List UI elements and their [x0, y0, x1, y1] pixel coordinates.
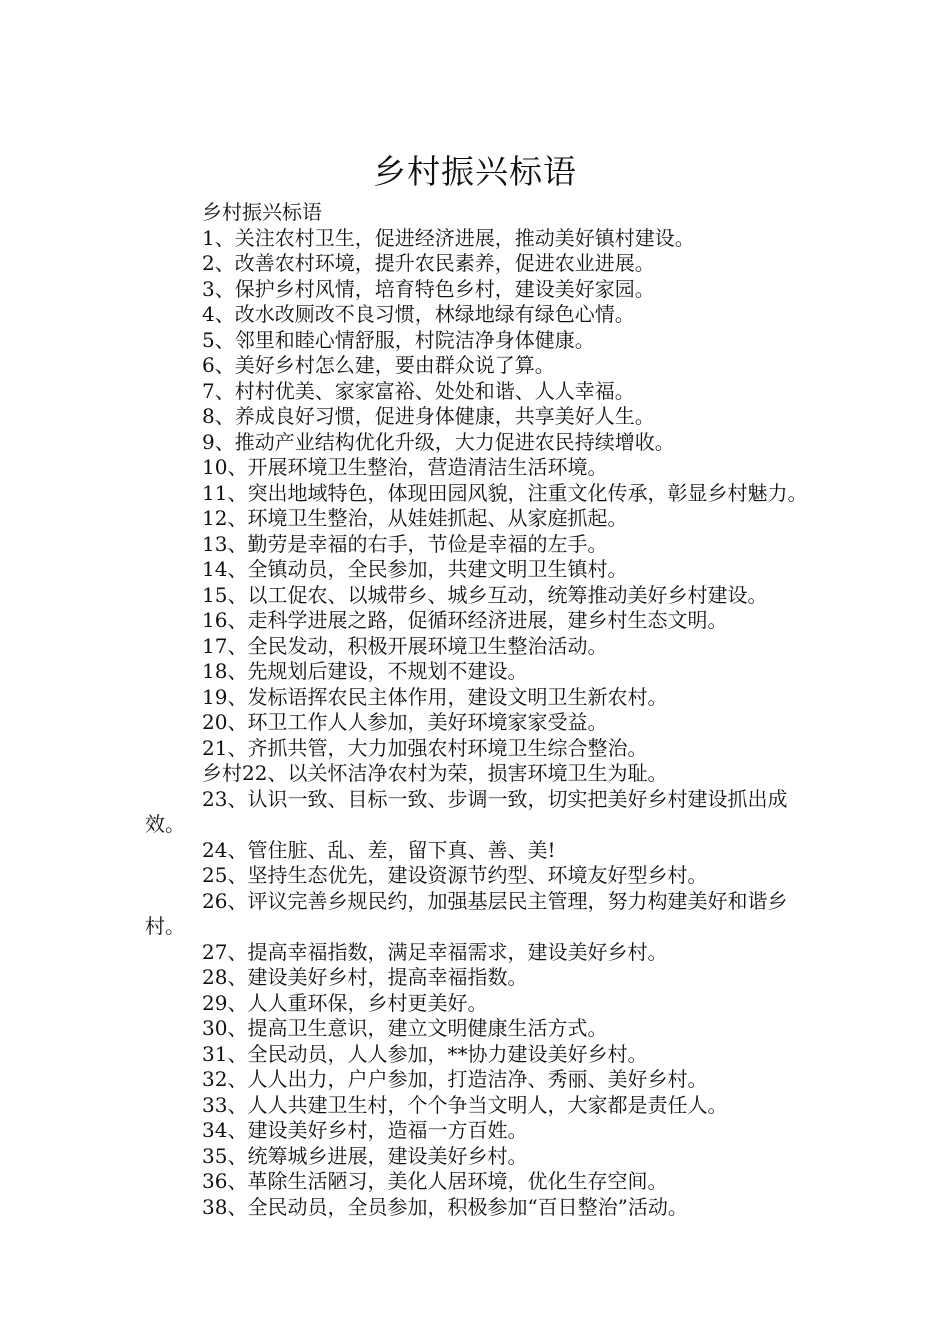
slogan-paragraph: 24、管住脏、乱、差，留下真、善、美! — [202, 837, 556, 862]
slogan-paragraph: 32、人人出力，户户参加，打造洁净、秀丽、美好乡村。 — [202, 1067, 708, 1091]
slogan-paragraph: 8、养成良好习惯，促进身体健康，共享美好人生。 — [202, 404, 655, 428]
slogan-paragraph: 38、全民动员，全员参加，积极参加“百日整治”活动。 — [202, 1194, 688, 1219]
slogan-paragraph: 27、提高幸福指数，满足幸福需求，建设美好乡村。 — [202, 939, 668, 964]
slogan-paragraph: 34、建设美好乡村，造福一方百姓。 — [202, 1118, 528, 1142]
slogan-paragraph: 25、坚持生态优先，建设资源节约型、环境友好型乡村。 — [202, 863, 708, 887]
slogan-paragraph: 14、全镇动员，全民参加，共建文明卫生镇村。 — [202, 557, 628, 581]
slogan-paragraph: 16、走科学进展之路，促循环经济进展，建乡村生态文明。 — [202, 608, 728, 632]
slogan-paragraph: 30、提高卫生意识，建立文明健康生活方式。 — [202, 1016, 608, 1040]
slogan-paragraph: 20、环卫工作人人参加，美好环境家家受益。 — [202, 710, 608, 734]
slogan-paragraph: 29、人人重环保，乡村更美好。 — [202, 990, 488, 1015]
slogan-paragraph: 26、评议完善乡规民约，加强基层民主管理，努力构建美好和谐乡村。 — [145, 888, 788, 938]
slogan-paragraph: 23、认识一致、目标一致、步调一致，切实把美好乡村建设抓出成效。 — [145, 786, 788, 836]
slogan-paragraph: 17、全民发动，积极开展环境卫生整治活动。 — [202, 633, 608, 658]
slogan-paragraph: 31、全民动员，人人参加，**协力建设美好乡村。 — [202, 1041, 648, 1066]
slogan-paragraph: 15、以工促农、以城带乡、城乡互动，统筹推动美好乡村建设。 — [202, 582, 768, 607]
slogan-paragraph: 2、改善农村环境，提升农民素养，促进农业进展。 — [202, 251, 655, 275]
document-body — [145, 200, 815, 1220]
slogan-paragraph: 36、革除生活陋习，美化人居环境，优化生存空间。 — [202, 1169, 668, 1193]
slogan-paragraph: 3、保护乡村风情，培育特色乡村，建设美好家园。 — [202, 276, 655, 301]
slogan-paragraph: 21、齐抓共管，大力加强农村环境卫生综合整治。 — [202, 735, 648, 760]
slogan-paragraph: 7、村村优美、家家富裕、处处和谐、人人幸福。 — [202, 378, 635, 403]
slogan-paragraph: 35、统筹城乡进展，建设美好乡村。 — [202, 1143, 528, 1168]
slogan-paragraph: 10、开展环境卫生整治，营造清洁生活环境。 — [202, 455, 608, 479]
slogan-paragraph: 4、改水改厕改不良习惯，林绿地绿有绿色心情。 — [202, 302, 635, 326]
slogan-paragraph: 12、环境卫生整治，从娃娃抓起、从家庭抓起。 — [202, 506, 628, 530]
slogan-paragraph: 6、美好乡村怎么建，要由群众说了算。 — [202, 353, 555, 377]
slogan-paragraph: 9、推动产业结构优化升级，大力促进农民持续增收。 — [202, 429, 675, 454]
page-title: 乡村振兴标语 — [373, 152, 577, 192]
slogan-paragraph: 5、邻里和睦心情舒服，村院洁净身体健康。 — [202, 327, 595, 352]
slogan-paragraph: 乡村22、以关怀洁净农村为荣，损害环境卫生为耻。 — [202, 761, 668, 785]
slogan-paragraph: 19、发标语挥农民主体作用，建设文明卫生新农村。 — [202, 684, 668, 709]
slogan-paragraph: 13、勤劳是幸福的右手，节俭是幸福的左手。 — [202, 531, 608, 556]
slogan-paragraph: 33、人人共建卫生村，个个争当文明人，大家都是责任人。 — [202, 1092, 728, 1117]
document-subtitle: 乡村振兴标语 — [202, 200, 322, 224]
slogan-paragraph: 11、突出地域特色，体现田园风貌，注重文化传承，彰显乡村魅力。 — [202, 480, 808, 505]
slogan-paragraph: 18、先规划后建设，不规划不建设。 — [202, 659, 528, 683]
slogan-paragraph: 1、关注农村卫生，促进经济进展，推动美好镇村建设。 — [202, 225, 695, 250]
slogan-paragraph: 28、建设美好乡村，提高幸福指数。 — [202, 965, 528, 989]
